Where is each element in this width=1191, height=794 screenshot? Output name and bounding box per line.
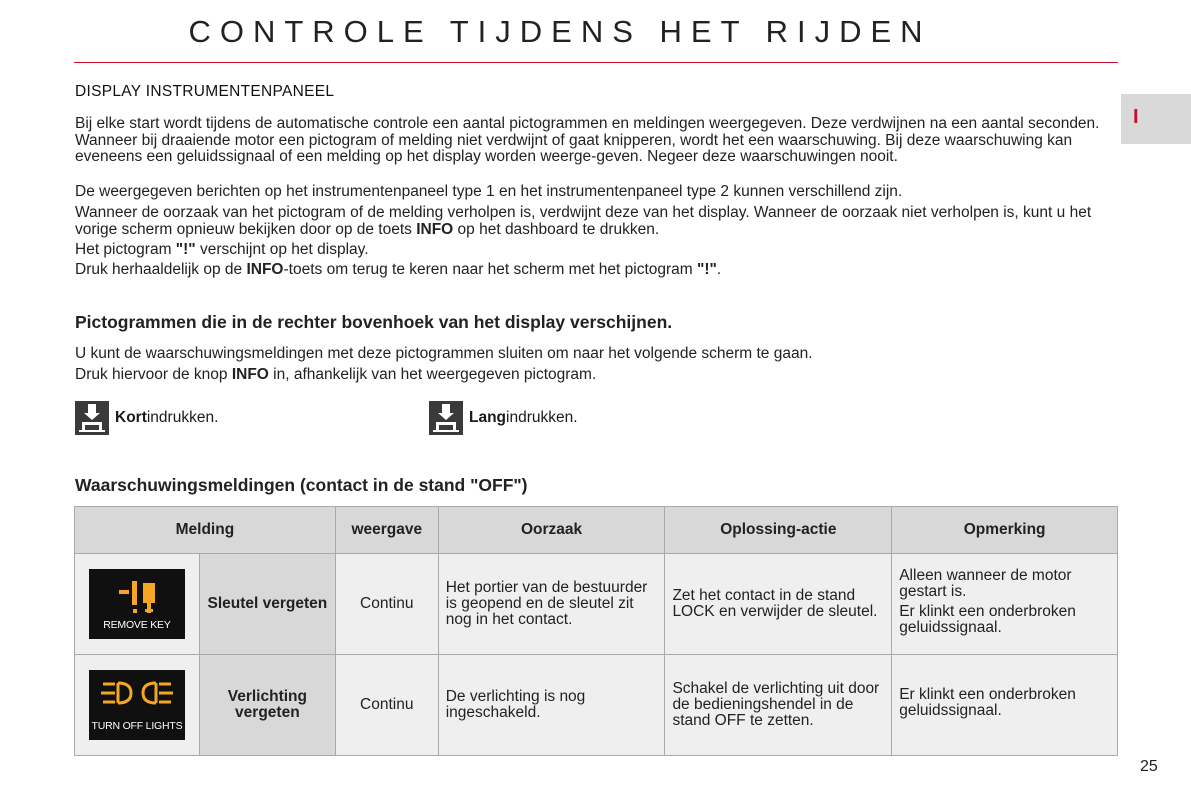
chapter-label: I: [1133, 106, 1139, 128]
display-cell: [75, 554, 200, 655]
cause: Het portier van de bestuurder is geopend en de sleutel zit nog in het contact.: [438, 554, 665, 655]
column-header: Oplossing-actie: [665, 507, 892, 554]
remark-line: Alleen wanneer de motor gestart is.: [899, 567, 1072, 600]
action: Schakel de verlichting uit door de bedieningshendel in de stand OFF te zetten.: [665, 655, 892, 756]
chapter-tab: [1121, 94, 1191, 144]
remark: [892, 554, 1118, 655]
intro-paragraph-1: Bij elke start wordt tijdens de automatische controle een aantal pictogrammen en meldingen weergegeven. Deze verdwijnen na een aantal seconden. Wanneer bij draaiende motor een pictogram of melding niet verdwijnt of gaat knipperen, wordt het een waarschuwing. Bij deze waarschuwing kan eveneens een geluidssignaal of een melding op het display worden weerge-geven. Negeer deze waarschuwingen nooit.: [75, 115, 1100, 165]
short-press-text: indrukken.: [146, 409, 219, 426]
short-press-item: [75, 401, 218, 435]
long-press-text: indrukken.: [506, 409, 578, 426]
display-label: TURN OFF LIGHTS: [91, 720, 183, 732]
intro-paragraph-3: [75, 205, 1118, 238]
warnings-table: [74, 506, 1118, 756]
action: Zet het contact in de stand LOCK en verwijder de sleutel.: [665, 554, 892, 655]
text: verschijnt op het display.: [195, 241, 369, 258]
remark-line: Er klinkt een onderbroken geluidssignaal.: [899, 603, 1076, 636]
long-press-item: [429, 401, 578, 435]
info-key-label: INFO: [231, 366, 269, 383]
info-key-label: INFO: [416, 220, 454, 238]
column-header: weergave: [335, 507, 438, 554]
long-press-icon: [429, 401, 463, 435]
info-key-label: INFO: [246, 261, 284, 278]
remark-line: Er klinkt een onderbroken geluidssignaal.: [899, 686, 1076, 719]
display-mode: Continu: [335, 655, 438, 756]
pictograms-heading: Pictogrammen die in de rechter bovenhoek van het display verschijnen.: [75, 312, 673, 332]
turn-off-lights-display: [89, 670, 185, 740]
intro-paragraph-2: De weergegeven berichten op het instrumentenpaneel type 1 en het instrumentenpaneel type 2 kunnen verschillend zijn.: [75, 183, 903, 200]
intro-paragraph-5: [75, 262, 1118, 279]
display-label: REMOVE KEY: [103, 619, 171, 631]
title-divider: [74, 62, 1118, 63]
intro-paragraph-4: [75, 242, 1118, 259]
column-header: Melding: [75, 507, 336, 554]
short-press-label: Kort: [115, 409, 147, 426]
text: in, afhankelijk van het weergegeven pictogram.: [268, 366, 597, 383]
text: Het pictogram: [75, 241, 176, 258]
display-mode: Continu: [335, 554, 438, 655]
exclamation-label: "!": [697, 261, 717, 278]
text: -toets om terug te keren naar het scherm met het pictogram: [283, 261, 698, 278]
exclamation-label: "!": [175, 241, 196, 258]
warnings-heading: Waarschuwingsmeldingen (contact in de stand "OFF"): [75, 475, 528, 495]
page-number: 25: [1140, 758, 1158, 775]
short-press-icon: [75, 401, 109, 435]
column-header: Opmerking: [892, 507, 1118, 554]
long-press-label: Lang: [469, 409, 507, 426]
message-name: Sleutel vergeten: [199, 554, 335, 655]
text: Druk herhaaldelijk op de: [75, 261, 247, 278]
display-cell: [75, 655, 200, 756]
cause: De verlichting is nog ingeschakeld.: [438, 655, 665, 756]
table-row: [75, 655, 1118, 756]
pictograms-paragraph-1: U kunt de waarschuwingsmeldingen met deze pictogrammen sluiten om naar het volgende scherm te gaan.: [75, 345, 813, 362]
text: .: [716, 261, 722, 278]
text: op het dashboard te drukken.: [453, 220, 660, 238]
column-header: Oorzaak: [438, 507, 665, 554]
pictograms-paragraph-2: [75, 367, 1118, 384]
remark: [892, 655, 1118, 756]
table-header-row: [75, 507, 1118, 554]
section-heading: DISPLAY INSTRUMENTENPANEEL: [75, 83, 335, 100]
table-row: [75, 554, 1118, 655]
text: Wanneer de oorzaak van het pictogram of de melding verholpen is, verdwijnt deze van het display. Wanneer de oorzaak niet verholpen is, kunt u het vorige scherm opnieuw bekijken door op de toets: [75, 204, 1092, 238]
page-title: CONTROLE TIJDENS HET RIJDEN: [188, 14, 932, 49]
text: Druk hiervoor de knop: [75, 366, 232, 383]
message-name: Verlichting vergeten: [199, 655, 335, 756]
remove-key-display: [89, 569, 185, 639]
